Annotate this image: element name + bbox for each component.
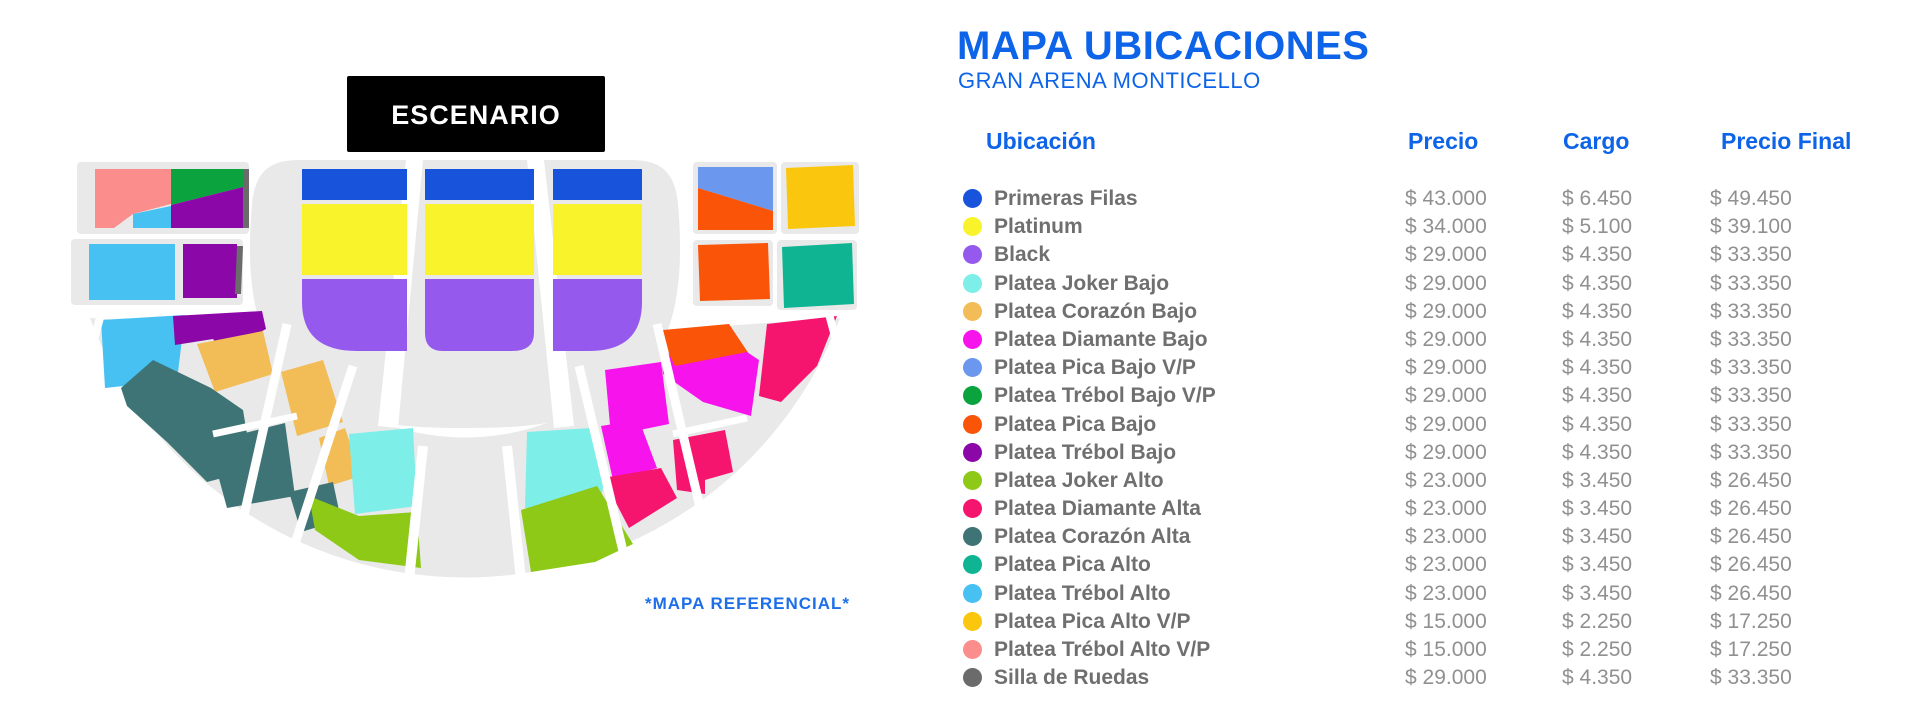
section-color-dot xyxy=(963,386,982,405)
column-header-cargo: Cargo xyxy=(1563,128,1630,154)
precio-final-value: $ 33.350 xyxy=(1710,384,1792,408)
section-platea-pica-alto-vp xyxy=(786,165,855,229)
section-color-dot xyxy=(963,499,982,518)
section-platea-joker-bajo xyxy=(349,428,417,514)
cargo-value: $ 3.450 xyxy=(1562,581,1633,605)
section-label: Platea Pica Bajo V/P xyxy=(994,356,1196,380)
section-label: Black xyxy=(994,243,1051,267)
precio-final-value: $ 33.350 xyxy=(1710,299,1792,323)
cargo-value: $ 4.350 xyxy=(1562,356,1633,380)
section-platinum xyxy=(553,204,642,275)
section-label: Platea Trébol Bajo V/P xyxy=(994,384,1216,408)
section-label: Platea Joker Bajo xyxy=(994,271,1170,295)
precio-value: $ 43.000 xyxy=(1405,187,1487,210)
section-color-dot xyxy=(963,245,982,264)
table-row xyxy=(960,270,1880,298)
price-table xyxy=(960,185,1880,692)
precio-final-value: $ 26.450 xyxy=(1710,497,1792,521)
precio-value: $ 29.000 xyxy=(1405,243,1487,267)
table-row xyxy=(960,354,1880,382)
section-color-dot xyxy=(963,471,982,490)
section-label: Platea Joker Alto xyxy=(994,468,1164,492)
page-subtitle: GRAN ARENA MONTICELLO xyxy=(958,68,1261,93)
precio-value: $ 23.000 xyxy=(1405,525,1487,549)
table-row xyxy=(960,495,1880,523)
table-row xyxy=(960,551,1880,579)
stage-label: ESCENARIO xyxy=(391,100,561,130)
table-row xyxy=(960,241,1880,269)
precio-final-value: $ 33.350 xyxy=(1710,243,1792,267)
section-color-dot xyxy=(963,274,982,293)
section-label: Platea Pica Alto V/P xyxy=(994,609,1191,633)
precio-final-value: $ 39.100 xyxy=(1710,215,1792,239)
precio-value: $ 29.000 xyxy=(1405,327,1487,351)
precio-value: $ 29.000 xyxy=(1405,384,1487,408)
precio-value: $ 29.000 xyxy=(1405,666,1487,690)
precio-value: $ 29.000 xyxy=(1405,412,1487,436)
section-label: Platea Corazón Alta xyxy=(994,525,1191,549)
section-label: Silla de Ruedas xyxy=(994,666,1150,690)
section-platea-trebol-alto xyxy=(89,244,175,300)
section-primeras-filas xyxy=(425,169,534,200)
precio-final-value: $ 33.350 xyxy=(1710,412,1792,436)
section-platea-trebol-bajo xyxy=(183,244,237,298)
precio-final-value: $ 33.350 xyxy=(1710,327,1792,351)
table-row xyxy=(960,636,1880,664)
cargo-value: $ 5.100 xyxy=(1562,215,1633,239)
cargo-value: $ 4.350 xyxy=(1562,666,1633,690)
table-row xyxy=(960,439,1880,467)
section-label: Platea Pica Bajo xyxy=(994,412,1157,436)
precio-final-value: $ 26.450 xyxy=(1710,581,1792,605)
section-primeras-filas xyxy=(302,169,407,200)
seating-map-svg xyxy=(57,68,872,628)
section-platinum xyxy=(302,204,407,275)
cargo-value: $ 4.350 xyxy=(1562,384,1633,408)
seating-map xyxy=(57,68,872,628)
precio-value: $ 23.000 xyxy=(1405,468,1487,492)
section-label: Platinum xyxy=(994,215,1083,239)
table-row xyxy=(960,185,1880,213)
section-color-dot xyxy=(963,330,982,349)
section-color-dot xyxy=(963,640,982,659)
precio-value: $ 15.000 xyxy=(1405,609,1487,633)
precio-value: $ 29.000 xyxy=(1405,440,1487,464)
precio-value: $ 23.000 xyxy=(1405,581,1487,605)
column-header-precio: Precio xyxy=(1408,128,1479,154)
precio-final-value: $ 26.450 xyxy=(1710,468,1792,492)
section-silla-de-ruedas xyxy=(243,169,249,228)
section-label: Platea Trébol Bajo xyxy=(994,440,1177,464)
precio-final-value: $ 49.450 xyxy=(1710,187,1792,210)
table-row xyxy=(960,326,1880,354)
precio-final-value: $ 33.350 xyxy=(1710,440,1792,464)
precio-value: $ 29.000 xyxy=(1405,356,1487,380)
precio-final-value: $ 26.450 xyxy=(1710,553,1792,577)
section-platea-pica-bajo xyxy=(698,243,770,301)
precio-final-value: $ 33.350 xyxy=(1710,271,1792,295)
precio-final-value: $ 17.250 xyxy=(1710,638,1792,661)
cargo-value: $ 3.450 xyxy=(1562,497,1633,521)
section-color-dot xyxy=(963,302,982,321)
section-label: Platea Diamante Bajo xyxy=(994,327,1208,351)
section-color-dot xyxy=(963,358,982,377)
walkway-gap xyxy=(829,314,851,396)
cargo-value: $ 6.450 xyxy=(1562,187,1633,210)
table-row xyxy=(960,213,1880,241)
section-label: Platea Trébol Alto V/P xyxy=(994,638,1211,661)
section-label: Platea Pica Alto xyxy=(994,553,1151,577)
section-label: Platea Trébol Alto xyxy=(994,581,1171,605)
section-color-dot xyxy=(963,612,982,631)
cargo-value: $ 4.350 xyxy=(1562,412,1633,436)
precio-final-value: $ 17.250 xyxy=(1710,609,1792,633)
section-platinum xyxy=(425,204,534,275)
section-color-dot xyxy=(963,527,982,546)
cargo-value: $ 4.350 xyxy=(1562,271,1633,295)
cargo-value: $ 4.350 xyxy=(1562,243,1633,267)
section-black xyxy=(425,279,534,351)
section-label: Primeras Filas xyxy=(994,187,1138,210)
section-color-dot xyxy=(963,555,982,574)
table-row xyxy=(960,411,1880,439)
section-black xyxy=(302,279,407,351)
precio-final-value: $ 26.450 xyxy=(1710,525,1792,549)
section-primeras-filas xyxy=(553,169,642,200)
precio-value: $ 15.000 xyxy=(1405,638,1487,661)
precio-value: $ 29.000 xyxy=(1405,271,1487,295)
precio-value: $ 23.000 xyxy=(1405,497,1487,521)
section-color-dot xyxy=(963,189,982,208)
precio-value: $ 23.000 xyxy=(1405,553,1487,577)
cargo-value: $ 3.450 xyxy=(1562,525,1633,549)
section-color-dot xyxy=(963,217,982,236)
section-label: Platea Corazón Bajo xyxy=(994,299,1198,323)
section-color-dot xyxy=(963,668,982,687)
table-row xyxy=(960,664,1880,692)
map-disclaimer: *MAPA REFERENCIAL* xyxy=(645,594,851,613)
table-row xyxy=(960,523,1880,551)
table-row xyxy=(960,580,1880,608)
table-row xyxy=(960,298,1880,326)
section-color-dot xyxy=(963,584,982,603)
section-label: Platea Diamante Alta xyxy=(994,497,1201,521)
column-header-ubicacion: Ubicación xyxy=(986,128,1096,154)
table-row xyxy=(960,467,1880,495)
section-color-dot xyxy=(963,415,982,434)
precio-value: $ 34.000 xyxy=(1405,215,1487,239)
cargo-value: $ 3.450 xyxy=(1562,553,1633,577)
cargo-value: $ 2.250 xyxy=(1562,638,1633,661)
cargo-value: $ 4.350 xyxy=(1562,327,1633,351)
section-color-dot xyxy=(963,443,982,462)
walkway-gap xyxy=(79,314,101,396)
table-row xyxy=(960,382,1880,410)
precio-final-value: $ 33.350 xyxy=(1710,666,1792,690)
page-title: MAPA UBICACIONES xyxy=(957,24,1370,68)
section-platea-pica-alto xyxy=(782,243,854,308)
column-header-precio-final: Precio Final xyxy=(1721,128,1852,154)
cargo-value: $ 4.350 xyxy=(1562,440,1633,464)
table-row xyxy=(960,608,1880,636)
precio-final-value: $ 33.350 xyxy=(1710,356,1792,380)
cargo-value: $ 4.350 xyxy=(1562,299,1633,323)
cargo-value: $ 2.250 xyxy=(1562,609,1633,633)
precio-value: $ 29.000 xyxy=(1405,299,1487,323)
cargo-value: $ 3.450 xyxy=(1562,468,1633,492)
section-platea-diamante-bajo xyxy=(605,362,669,436)
